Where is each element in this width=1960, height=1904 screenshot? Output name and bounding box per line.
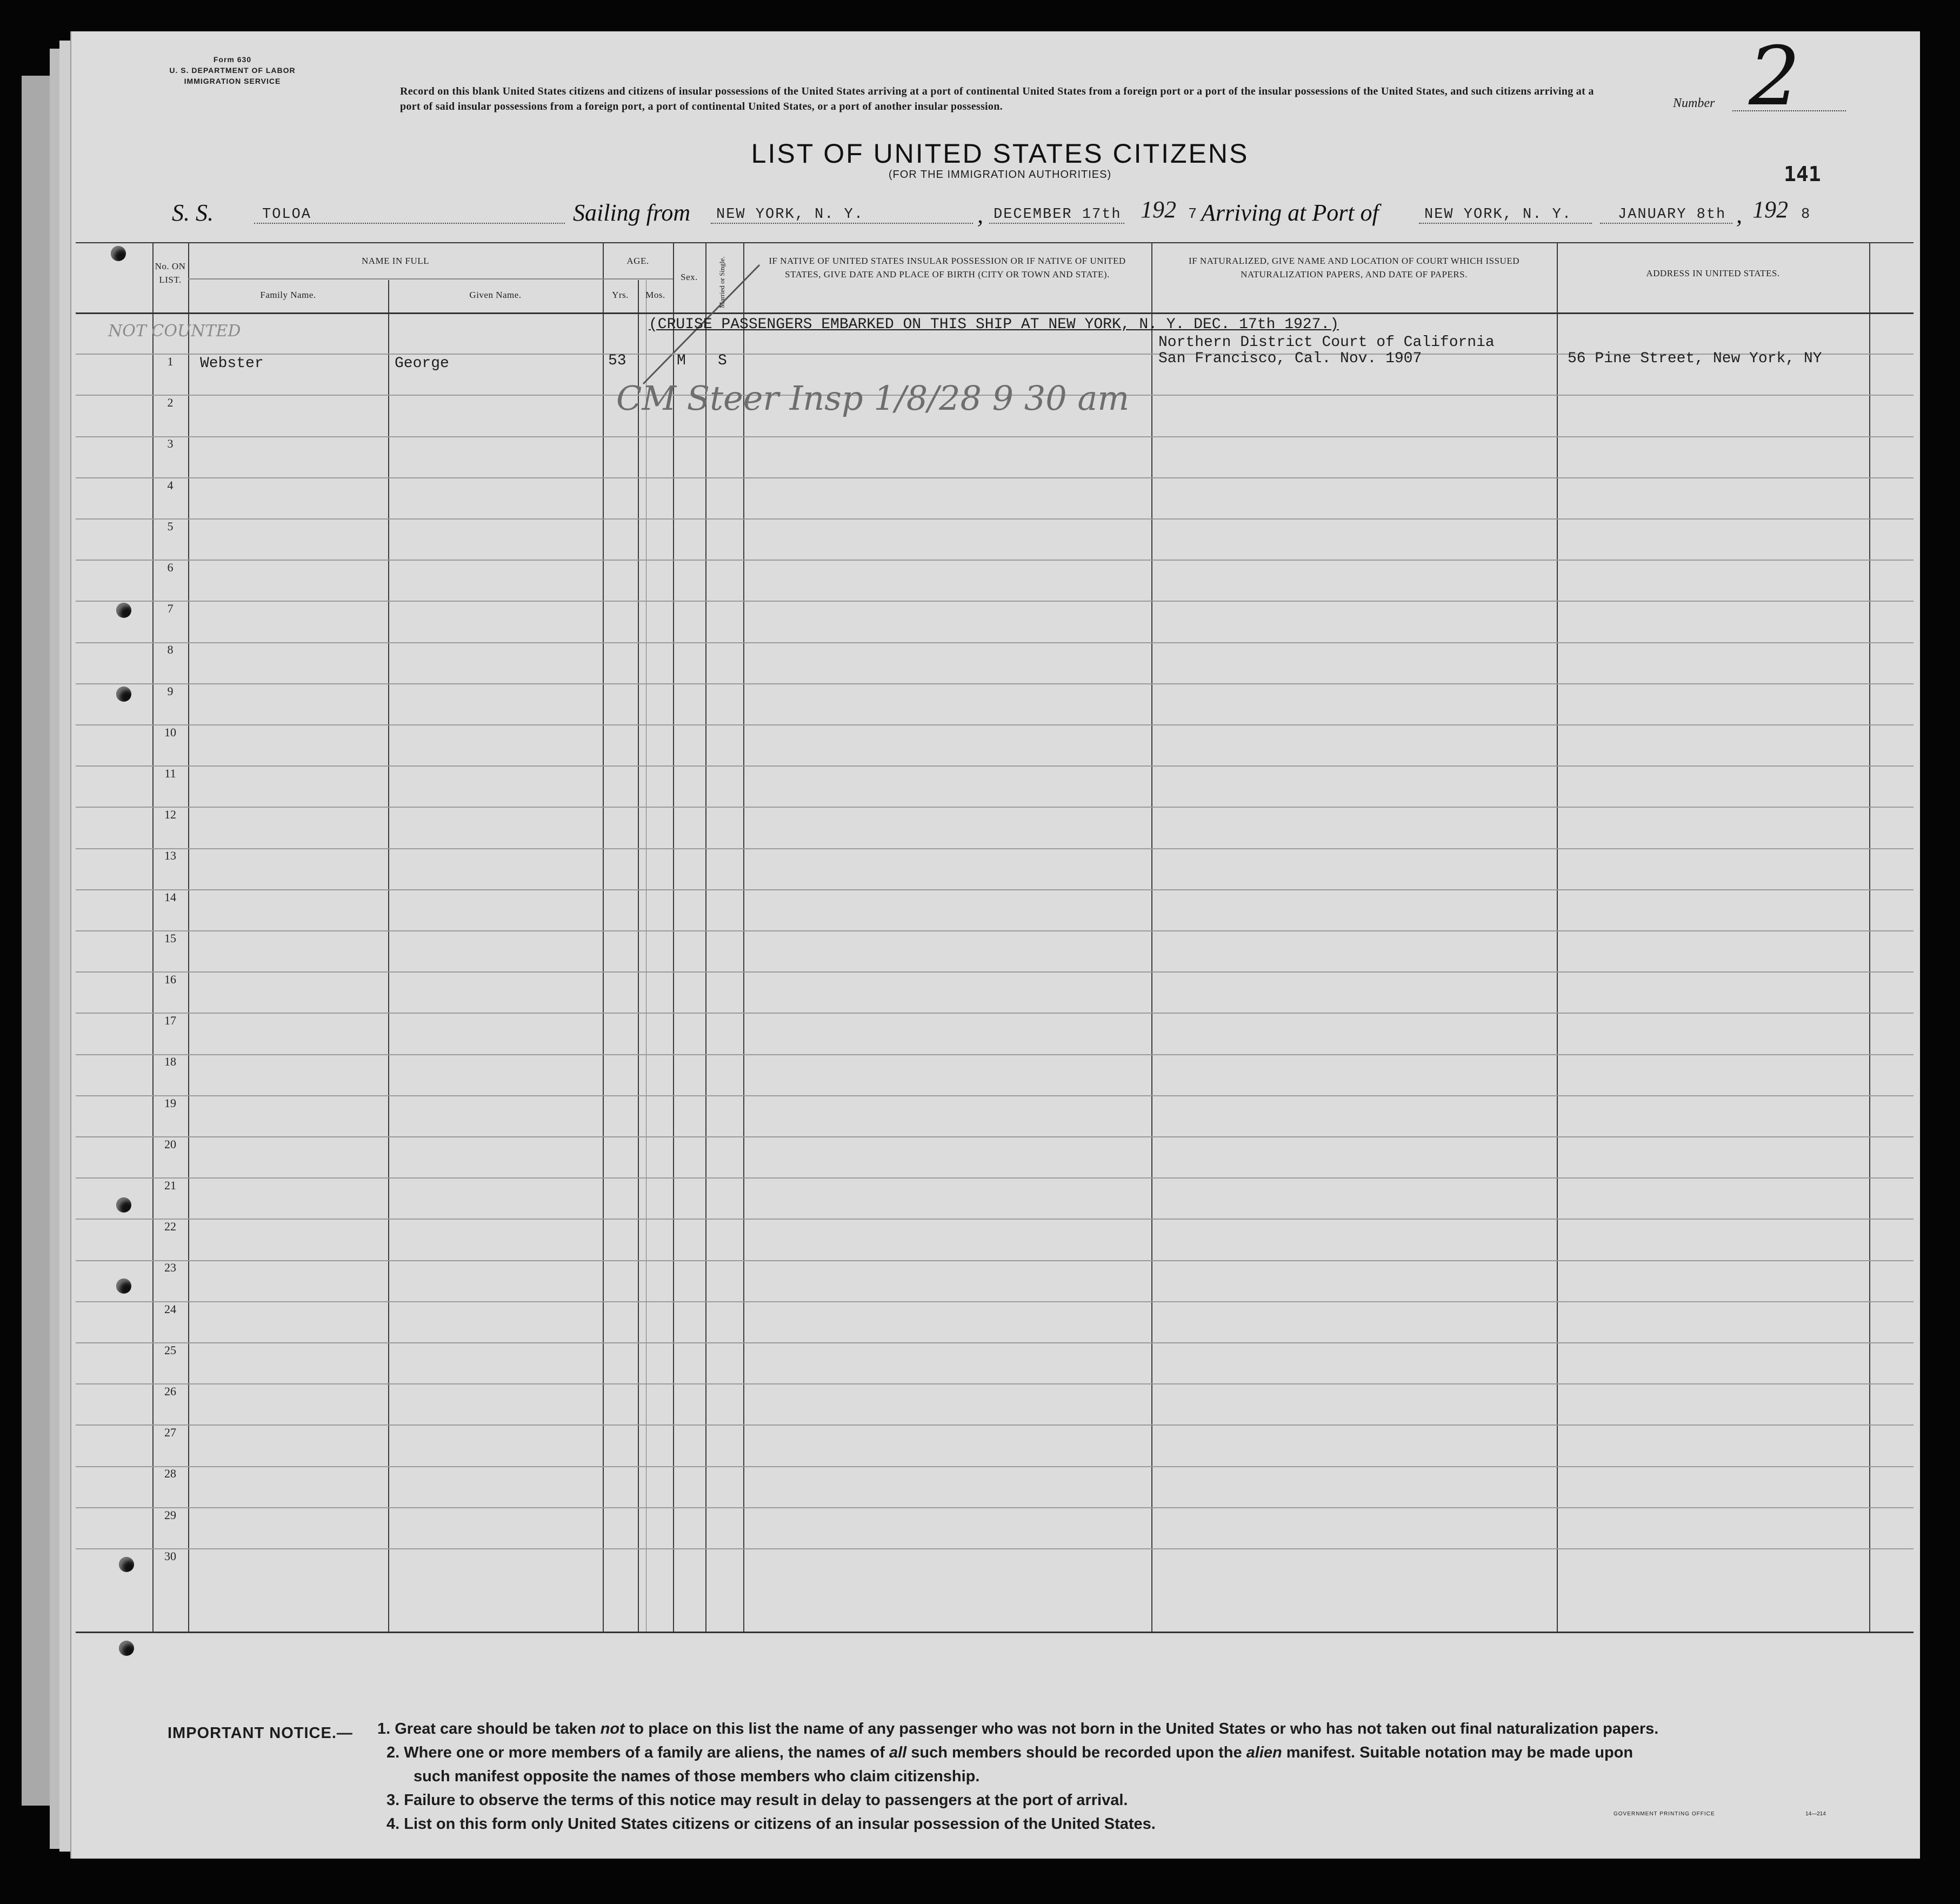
inspector-note: CM Steer Insp 1/8/28 9 30 am [616,378,1130,418]
notice-text: manifest. Suitable notation may be made upon [1282,1744,1634,1761]
row-number: 24 [164,1302,176,1316]
ship-line [254,223,565,224]
col-given-name: Given Name. [469,290,522,300]
notice-emphasis: not [600,1720,625,1737]
row-rule [76,1054,1914,1055]
form-instructions: Record on this blank United States citizens and citizens of insular possessions of the United States arriving at a port of continental United States from a foreign port or a port of the insular possessions of the United States, and such citizens arriving at a port of said insular possessions from a foreign port, a port of continental United States, or a port of another insular possession. [400,85,1594,112]
row-number: 3 [167,437,174,451]
row-rule [76,765,1914,767]
printer-code: 14—214 [1805,1811,1826,1817]
row-number: 6 [167,561,174,574]
row-rule [76,1095,1914,1096]
row-rule [76,724,1914,725]
column-divider [1869,242,1870,1632]
notice-item-3: 3. Failure to observe the terms of this notice may result in delay to passengers at the port of arrival. [386,1792,1128,1809]
service-name: IMMIGRATION SERVICE [184,77,281,85]
form-identifier [135,54,330,86]
passenger-family-name: Webster [200,355,264,372]
row-rule [76,848,1914,849]
row-number: 18 [164,1055,176,1069]
col-native-birthplace: IF NATIVE OF UNITED STATES INSULAR POSSESSION OR IF NATIVE OF UNITED STATES, GIVE DATE AND PLACE OF BIRTH (CITY OR TOWN AND STATE). [769,256,1126,279]
department-name: U. S. DEPARTMENT OF LABOR [169,66,296,75]
notice-emphasis: all [889,1744,907,1761]
row-number: 17 [164,1014,176,1028]
col-address: ADDRESS IN UNITED STATES. [1646,268,1780,278]
sailing-label: Sailing from [573,199,691,226]
column-divider [1557,242,1558,1632]
row-number: 10 [164,725,176,739]
notice-item-2 [386,1741,1633,1765]
row-rule [76,1507,1914,1508]
comma: , [1736,202,1742,228]
arrival-year-prefix: 192 [1752,196,1788,223]
column-divider [638,280,639,1632]
col-age-yrs: Yrs. [612,290,629,300]
page-subtitle: (FOR THE IMMIGRATION AUTHORITIES) [888,169,1112,181]
row-number: 5 [167,519,174,533]
notice-text: such members should be recorded upon the [906,1744,1246,1761]
departure-date: DECEMBER 17th [994,207,1122,223]
arrival-port: NEW YORK, N. Y. [1424,207,1572,223]
departure-port: NEW YORK, N. Y. [716,207,864,223]
col-name-in-full: NAME IN FULL [362,256,429,266]
column-divider [673,242,674,1632]
col-married-single: Married or Single. [718,256,726,308]
not-counted-stamp: NOT COUNTED [108,322,241,341]
row-number: 1 [167,355,174,368]
row-number: 12 [164,808,176,822]
cruise-passenger-note: (CRUISE PASSENGERS EMBARKED ON THIS SHIP AT NEW YORK, N. Y. DEC. 17th 1927.) [649,316,1339,333]
row-number: 27 [164,1426,176,1440]
row-number: 14 [164,890,176,904]
row-rule [76,1342,1914,1343]
naturalization-court: Northern District Court of California [1158,334,1495,351]
row-number: 4 [167,478,174,492]
row-number: 11 [164,767,176,780]
row-number: 8 [167,643,174,657]
column-divider [603,242,604,1632]
row-rule [76,807,1914,808]
row-number: 20 [164,1137,176,1151]
ship-name: TOLOA [262,207,312,223]
arrival-line [1419,223,1592,224]
row-rule [76,683,1914,684]
passenger-given-name: George [395,355,449,372]
col-family-name: Family Name. [260,290,316,300]
arrival-date-line [1600,223,1732,224]
notice-item-2-continued: such manifest opposite the names of those members who claim citizenship. [414,1768,980,1785]
col-no-on-list: No. ON LIST. [155,261,186,285]
list-number: 2 [1749,30,1801,124]
passenger-address: 56 Pine Street, New York, NY [1568,350,1822,367]
ss-label: S. S. [172,199,214,226]
row-number: 15 [164,931,176,945]
row-rule [76,971,1914,973]
page-title: LIST OF UNITED STATES CITIZENS [751,138,1249,169]
col-naturalization: IF NATURALIZED, GIVE NAME AND LOCATION OF COURT WHICH ISSUED NATURALIZATION PAPERS, AND DATE OF PAPERS. [1188,256,1519,279]
row-rule [76,1013,1914,1014]
notice-text: to place on this list the name of any passenger who was not born in the United States or who has not taken out final naturalization papers. [624,1720,1659,1737]
comma: , [977,202,983,228]
row-number: 19 [164,1096,176,1110]
row-number: 26 [164,1384,176,1398]
row-rule [76,560,1914,561]
row-rule [76,1301,1914,1302]
row-rule [76,642,1914,643]
notice-emphasis: alien [1246,1744,1282,1761]
binding-hole-icon [119,1641,134,1656]
column-divider [705,242,706,1632]
row-number: 21 [164,1179,176,1192]
row-rule [76,436,1914,437]
col-age-mos: Mos. [645,290,665,300]
passenger-sex: M [677,352,686,369]
number-line [1732,110,1846,111]
notice-item-1 [377,1717,1658,1741]
form-number: Form 630 [213,55,252,64]
row-rule [76,1136,1914,1137]
column-divider [1151,242,1152,1632]
row-rule [76,518,1914,520]
row-number: 30 [164,1549,176,1563]
passenger-age-yrs: 53 [608,352,626,369]
row-rule [76,1219,1914,1220]
departure-year-prefix: 192 [1141,196,1176,223]
row-number: 28 [164,1467,176,1481]
date-line [989,223,1124,224]
row-number: 29 [164,1508,176,1522]
row-rule [76,1548,1914,1549]
col-age: AGE. [626,256,649,266]
row-rule [76,930,1914,931]
column-divider [388,280,389,1632]
notice-item-4: 4. List on this form only United States citizens or citizens of an insular possession of the United States. [386,1815,1156,1833]
row-number: 22 [164,1220,176,1234]
row-number: 9 [167,684,174,698]
departure-line [711,223,973,224]
header-subdivider [188,278,673,279]
departure-year-suffix: 7 [1188,207,1198,223]
row-rule [76,1260,1914,1261]
column-divider [152,242,154,1632]
row-number: 2 [167,396,174,410]
notice-text: 2. Where one or more members of a family are aliens, the names of [386,1744,889,1761]
arrival-date: JANUARY 8th [1618,207,1726,223]
printer-imprint: GOVERNMENT PRINTING OFFICE [1614,1811,1715,1817]
row-rule [76,1383,1914,1384]
col-sex: Sex. [681,272,698,282]
passenger-marital-status: S [718,352,727,369]
row-rule [76,1466,1914,1467]
row-rule [76,889,1914,890]
row-number: 25 [164,1343,176,1357]
row-rule [76,601,1914,602]
row-number: 23 [164,1261,176,1275]
row-rule [76,1424,1914,1426]
column-divider [188,242,189,1632]
header-bottom-rule [76,312,1914,314]
row-number: 13 [164,849,176,863]
number-label: Number [1673,96,1715,110]
row-number: 16 [164,973,176,986]
row-number: 7 [167,602,174,616]
row-rule [76,1177,1914,1179]
arrival-year-suffix: 8 [1801,207,1811,223]
row-rule [76,477,1914,478]
notice-text: 1. Great care should be taken [377,1720,601,1737]
page-stamp: 141 [1784,162,1821,186]
notice-heading: IMPORTANT NOTICE.— [168,1725,353,1742]
naturalization-place-date: San Francisco, Cal. Nov. 1907 [1158,350,1422,367]
column-divider [743,242,744,1632]
arriving-label: Arriving at Port of [1201,199,1379,226]
